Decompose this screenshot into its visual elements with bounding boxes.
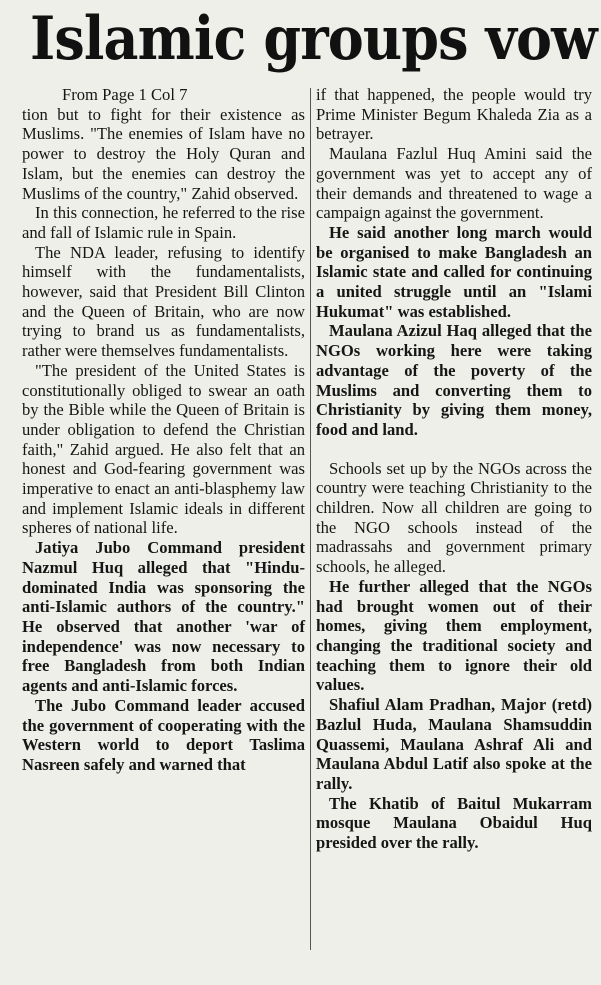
- paragraph: He said another long march would be organised to make Bangladesh an Islamic state and called for continuing a united struggle until an "Islami Hukumat" was established.: [316, 222, 592, 321]
- paragraph: He further alleged that the NGOs had brought women out of their homes, giving them employment, changing the traditional society and teaching them to ignore their old values.: [316, 576, 592, 695]
- paragraph: "The president of the United States is constitutionally obliged to swear an oath by the Bible while the Queen of Britain is under obligation to defend the Christian faith," Zahid argued. He also felt that an honest and God-fearing government was imperative to enact an anti-blasphemy law and implement Islamic ideals in different spheres of national life.: [22, 360, 305, 538]
- left-column: [22, 85, 305, 775]
- paragraph: if that happened, the people would try Prime Minister Begum Khaleda Zia as a betrayer.: [316, 85, 592, 144]
- right-column: [316, 85, 592, 853]
- paragraph: The Jubo Command leader accused the government of cooperating with the Western world to deport Taslima Nasreen safely and warned that: [22, 695, 305, 774]
- column-rule: [310, 88, 311, 950]
- paragraph: Schools set up by the NGOs across the country were teaching Christianity to the children. Now all children are going to the NGO schools instead of the madrassahs and government primary schools, he alleged.: [316, 458, 592, 577]
- paragraph: In this connection, he referred to the rise and fall of Islamic rule in Spain.: [22, 203, 305, 242]
- headline: Islamic groups vow: [30, 4, 597, 74]
- paragraph: Shafiul Alam Pradhan, Major (retd) Bazlul Huda, Maulana Shamsuddin Quassemi, Maulana Ashraf Ali and Maulana Abdul Latif also spoke at the rally.: [316, 695, 592, 793]
- paragraph: Maulana Azizul Haq alleged that the NGOs working here were taking advantage of the poverty of the Muslims and converting them to Christianity by giving them money, food and land.: [316, 321, 592, 439]
- paragraph: The Khatib of Baitul Mukarram mosque Maulana Obaidul Huq presided over the rally.: [316, 793, 592, 853]
- paragraph: Maulana Fazlul Huq Amini said the government was yet to accept any of their demands and threatened to wage a campaign against the government.: [316, 144, 592, 223]
- paragraph: tion but to fight for their existence as Muslims. "The enemies of Islam have no power to destroy the Holy Quran and Islam, but the enemies can destroy the Muslims of the country," Zahid observed.: [22, 104, 305, 203]
- jump-line: From Page 1 Col 7: [62, 85, 188, 104]
- paragraph: The NDA leader, refusing to identify himself with the fundamentalists, however, said that President Bill Clinton and the Queen of Britain, who are now trying to brand us as fundamentalists, rather were themselves fundamentalists.: [22, 242, 305, 361]
- paragraph: Jatiya Jubo Command president Nazmul Huq alleged that "Hindu-dominated India was sponsoring the anti-Islamic authors of the country." He observed that another 'war of independence' was now necessary to free Bangladesh from both Indian agents and anti-Islamic forces.: [22, 538, 305, 696]
